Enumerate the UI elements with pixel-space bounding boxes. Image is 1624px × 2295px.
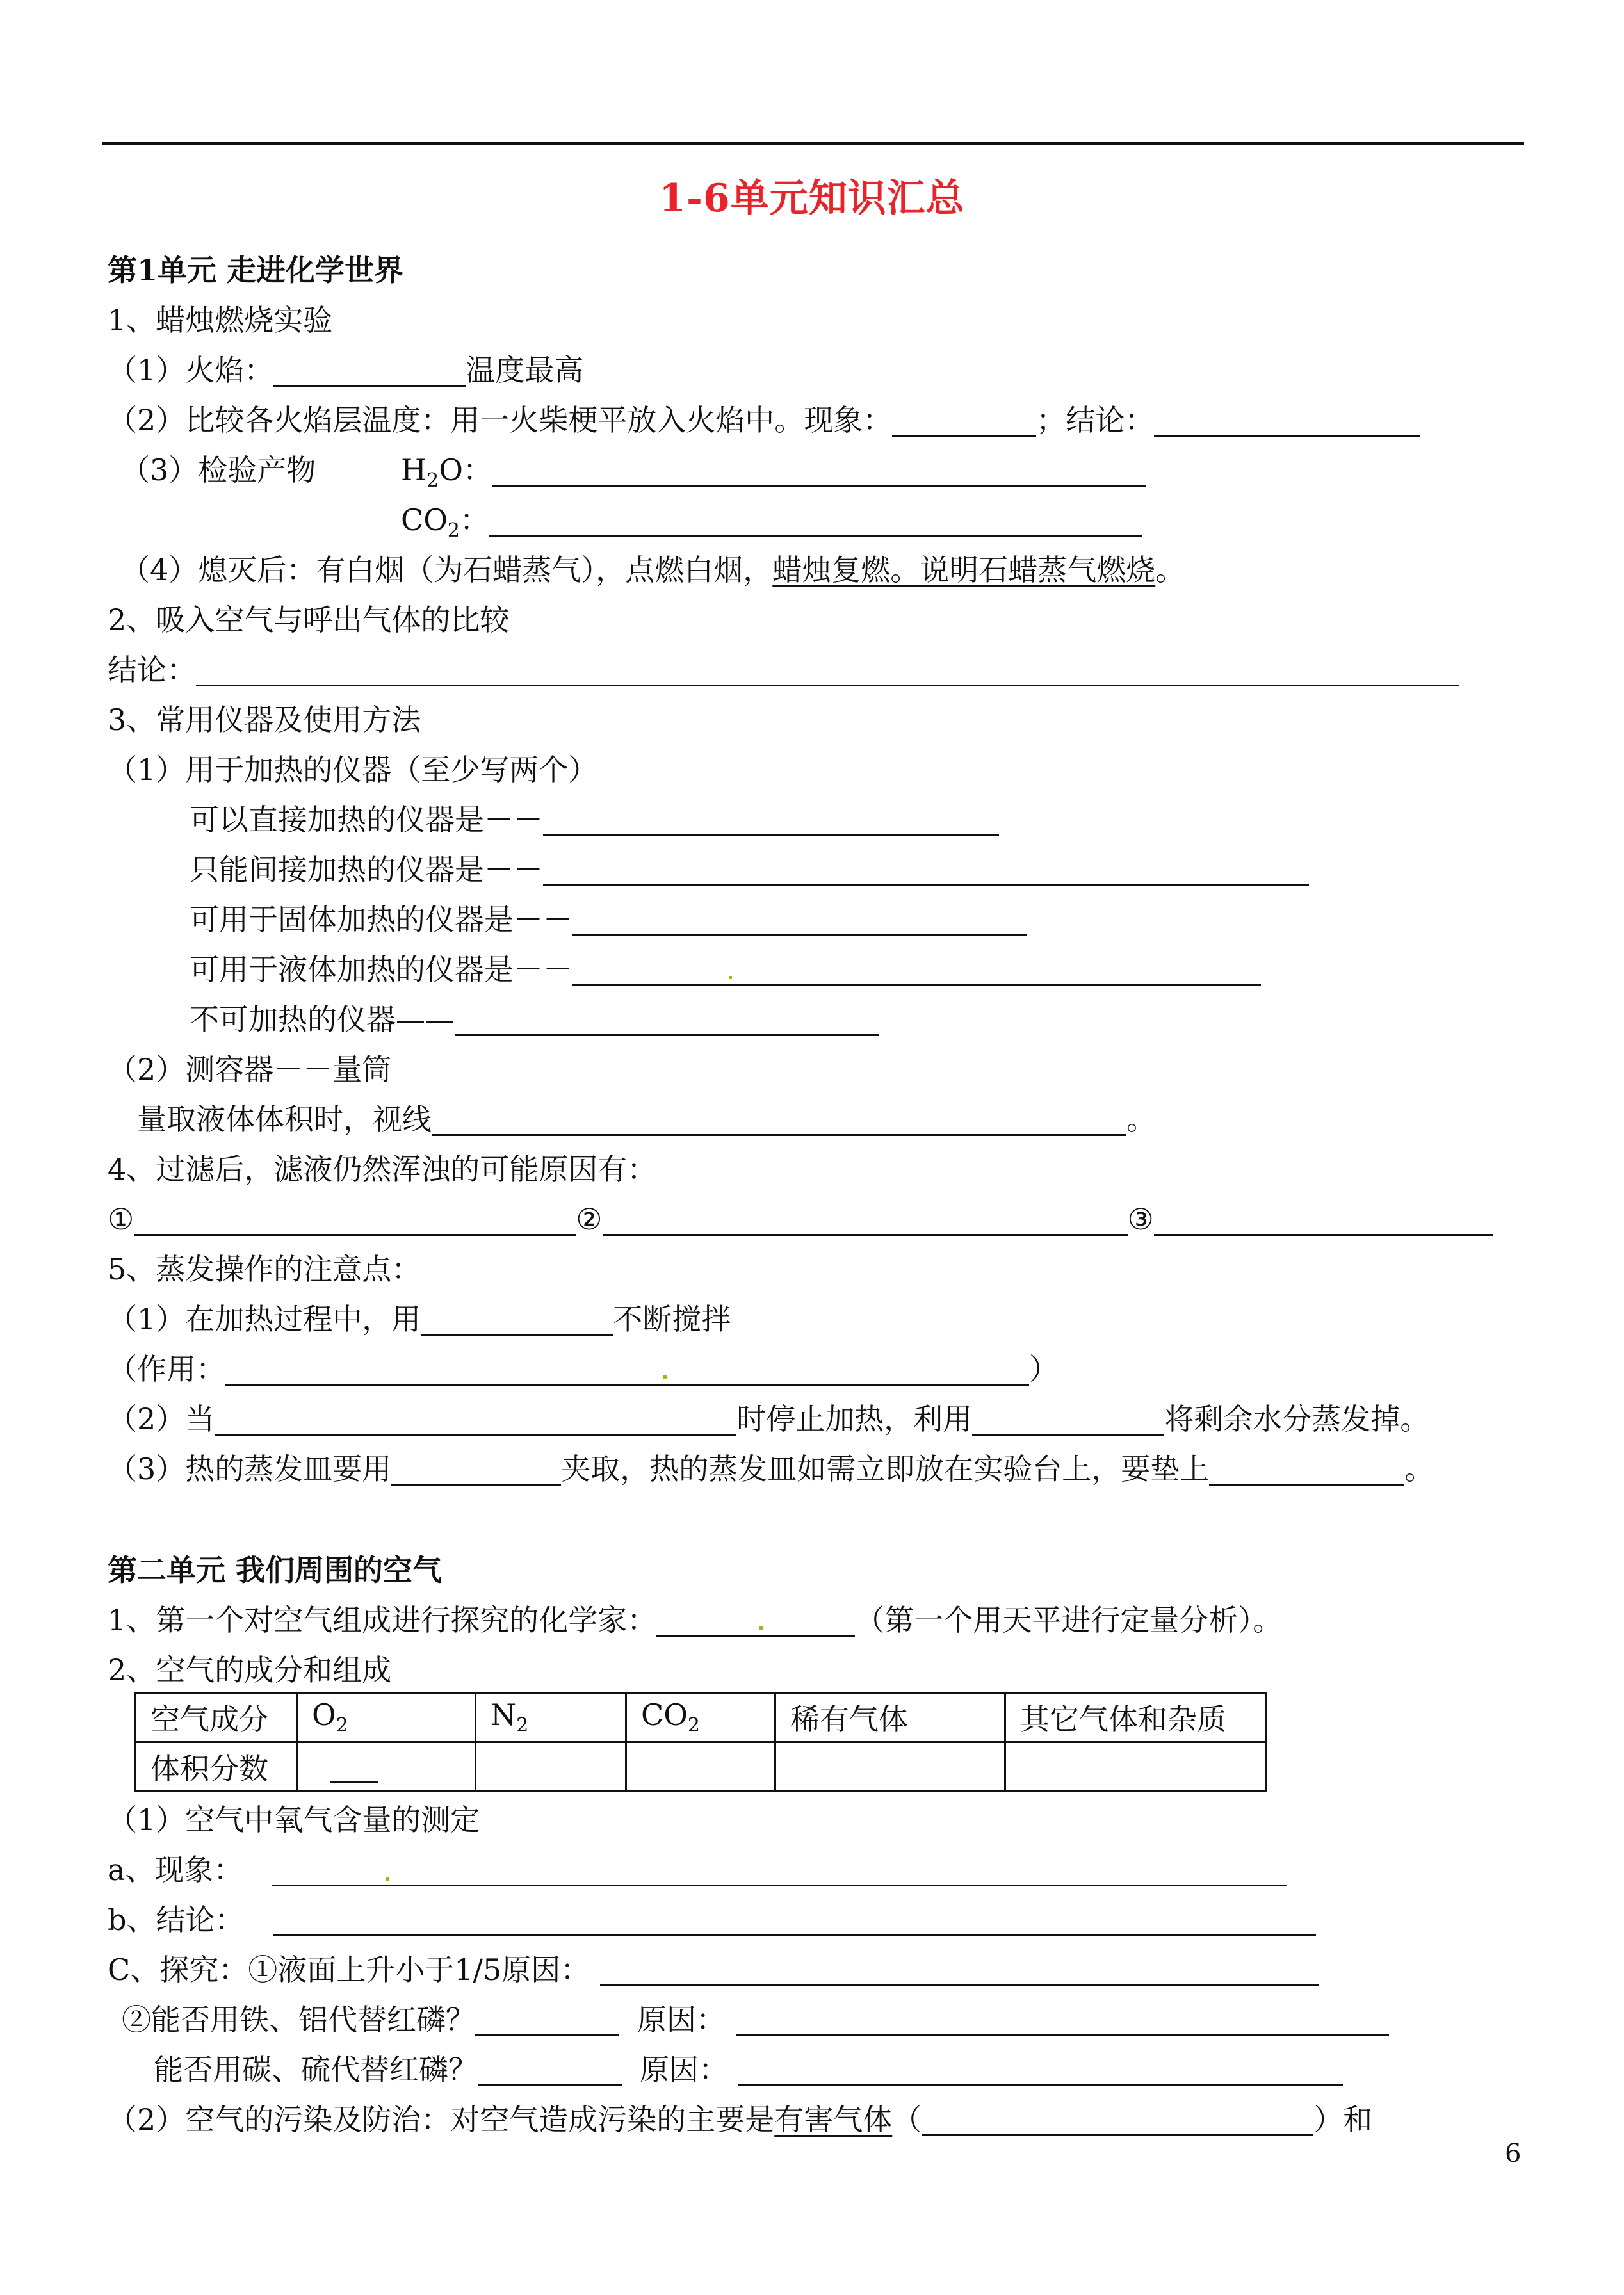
unit1-q4-answers — [108, 1200, 1493, 1238]
unit1-heading: 第1单元 走进化学世界 — [108, 253, 404, 288]
s2-prefix: （2）空气的污染及防治：对空气造成污染的主要是 — [108, 2102, 775, 2137]
unit2-q1 — [108, 1601, 1282, 1639]
o2-sub: 2 — [336, 1714, 348, 1737]
unit1-q1-3: （3）检验产物 — [120, 453, 316, 487]
q5-2-blank-2[interactable] — [972, 1404, 1164, 1436]
b-label: b、结论： — [108, 1902, 245, 1937]
n2-sub: 2 — [516, 1714, 529, 1737]
q5-purpose-prefix: （作用： — [108, 1352, 225, 1386]
q3-1c-blank[interactable] — [572, 905, 1027, 936]
c-blank[interactable] — [600, 1955, 1319, 1986]
q3-1d-label: 可用于液体加热的仪器是－－ — [190, 952, 572, 987]
unit2-heading: 第二单元 我们周围的空气 — [108, 1553, 443, 1587]
q5-3-blank-2[interactable] — [1209, 1454, 1404, 1486]
c2-blank-2[interactable] — [736, 2005, 1389, 2036]
q3-1b-label: 只能间接加热的仪器是－－ — [190, 852, 543, 887]
table-cell-rare-value[interactable] — [775, 1742, 1005, 1792]
unit1-q3-1e — [190, 1000, 879, 1039]
s2-blank[interactable] — [922, 2105, 1313, 2136]
q5-3-suffix: 。 — [1404, 1452, 1434, 1486]
page-title: 1-6单元知识汇总 — [659, 176, 965, 221]
q5-1-blank[interactable] — [421, 1304, 613, 1336]
h2o-label: H — [401, 453, 427, 487]
q1-1-suffix: 温度最高 — [466, 353, 584, 387]
stray-mark — [386, 1877, 389, 1881]
table-cell-n2 — [476, 1693, 626, 1742]
q5-3-prefix: （3）热的蒸发皿要用 — [108, 1452, 392, 1486]
c2-label: ②能否用铁、铝代替红磷？ — [122, 2002, 475, 2037]
table-cell-other-value[interactable] — [1005, 1742, 1266, 1792]
co2-table-label: CO — [641, 1698, 688, 1733]
unit1-q1-4 — [120, 551, 1185, 589]
q3-1e-blank[interactable] — [455, 1005, 879, 1036]
q1-2-mid: ；结论： — [1036, 403, 1155, 437]
q5-1-suffix: 不断搅拌 — [613, 1302, 731, 1336]
co2-tail: ： — [460, 503, 490, 537]
q4-blank-3[interactable] — [1154, 1204, 1493, 1236]
unit2-q2: 2、空气的成分和组成 — [108, 1653, 392, 1687]
chemist-blank[interactable] — [656, 1605, 855, 1637]
unit1-q5-3 — [108, 1450, 1434, 1488]
table-cell-rare-gas: 稀有气体 — [775, 1693, 1005, 1742]
u2-q1-suffix: （第一个用天平进行定量分析）。 — [855, 1603, 1283, 1637]
co2-blank[interactable] — [489, 505, 1142, 537]
unit1-q5-2 — [108, 1400, 1429, 1438]
q4-marker-1: ① — [108, 1202, 134, 1237]
table-cell-other: 其它气体和杂质 — [1005, 1693, 1266, 1742]
unit1-q3-1c — [190, 900, 1027, 939]
table-row — [136, 1742, 1266, 1792]
c2-blank-1[interactable] — [475, 2005, 619, 2036]
page-number: 6 — [1505, 2139, 1522, 2168]
air-composition-table — [134, 1692, 1267, 1792]
o2-value-blank[interactable] — [330, 1752, 378, 1783]
unit1-q5: 5、蒸发操作的注意点： — [108, 1252, 421, 1286]
h2o-tail: O： — [439, 453, 492, 487]
unit1-q3-1a — [190, 800, 999, 839]
c3-blank-1[interactable] — [478, 2055, 622, 2086]
table-cell-n2-value[interactable] — [476, 1742, 626, 1792]
unit2-s1: （1）空气中氧气含量的测定 — [108, 1803, 480, 1837]
q3-1e-label: 不可加热的仪器—— — [190, 1002, 455, 1037]
q5-purpose-suffix: ） — [1029, 1352, 1059, 1386]
unit1-q3-1d — [190, 950, 1261, 989]
q1-1-prefix: （1）火焰： — [108, 353, 274, 387]
table-cell-o2-value[interactable] — [297, 1742, 476, 1792]
unit2-s2 — [108, 2100, 1372, 2139]
phenomenon-blank[interactable] — [892, 405, 1036, 437]
q4-marker-3: ③ — [1127, 1202, 1154, 1237]
unit1-q3-2a — [137, 1100, 1156, 1139]
c2-reason: 原因： — [637, 2002, 726, 2037]
h2o-sub: 2 — [426, 469, 439, 492]
q3-2a-end: 。 — [1126, 1102, 1156, 1137]
table-cell-header: 空气成分 — [136, 1693, 297, 1742]
q3-1a-blank[interactable] — [543, 805, 999, 836]
h2o-blank[interactable] — [492, 455, 1146, 487]
h2o-row — [401, 451, 1146, 500]
q5-3-blank-1[interactable] — [391, 1454, 561, 1486]
co2-label: CO — [401, 503, 448, 537]
a-label: a、现象： — [108, 1853, 243, 1887]
unit1-q1-2 — [108, 401, 1420, 439]
n2-label: N — [491, 1698, 517, 1733]
unit1-q3: 3、常用仪器及使用方法 — [108, 702, 421, 737]
q3-1c-label: 可用于固体加热的仪器是－－ — [190, 902, 572, 937]
stray-mark — [729, 976, 732, 979]
table-cell-o2 — [297, 1693, 476, 1742]
q1-2-prefix: （2）比较各火焰层温度：用一火柴梗平放入火焰中。现象： — [108, 403, 893, 437]
q3-1b-blank[interactable] — [543, 855, 1309, 886]
q3-2a-blank[interactable] — [432, 1105, 1126, 1136]
stray-mark — [759, 1626, 763, 1630]
q5-2-suffix: 将剩余水分蒸发掉。 — [1164, 1402, 1430, 1436]
unit2-b — [108, 1901, 1316, 1939]
top-rule — [102, 142, 1524, 145]
q3-2a-label: 量取液体体积时，视线 — [137, 1102, 432, 1137]
unit1-q1-1 — [108, 351, 583, 389]
table-row — [136, 1693, 1266, 1742]
unit1-q3-2: （2）测容器－－量筒 — [108, 1052, 392, 1087]
a-blank[interactable] — [272, 1855, 1287, 1886]
q5-purpose-blank[interactable] — [225, 1354, 1029, 1386]
stray-mark — [663, 1375, 667, 1379]
c3-blank-2[interactable] — [738, 2055, 1343, 2086]
q4-marker-2: ② — [576, 1202, 603, 1237]
q2-concl-label: 结论： — [108, 653, 196, 687]
conclusion-blank[interactable] — [1154, 405, 1420, 437]
o2-label: O — [312, 1698, 336, 1733]
unit1-q3-1: （1）用于加热的仪器（至少写两个） — [108, 752, 598, 787]
unit2-a — [108, 1851, 1287, 1889]
q5-2-prefix: （2）当 — [108, 1402, 215, 1436]
unit1-q3-1b — [190, 850, 1309, 889]
s2-underlined: 有害气体 — [774, 2102, 893, 2137]
s2-suffix: ）和 — [1313, 2102, 1373, 2137]
unit2-c3 — [154, 2050, 1343, 2089]
s2-paren: （ — [892, 2102, 922, 2137]
q5-3-mid: 夹取，热的蒸发皿如需立即放在实验台上，要垫上 — [561, 1452, 1210, 1486]
table-cell-co2 — [626, 1693, 775, 1742]
table-cell-co2-value[interactable] — [626, 1742, 775, 1792]
u2-q1-prefix: 1、第一个对空气组成进行探究的化学家： — [108, 1603, 657, 1637]
q5-2-mid: 时停止加热，利用 — [736, 1402, 973, 1436]
unit1-q4: 4、过滤后，滤液仍然浑浊的可能原因有： — [108, 1152, 657, 1187]
unit1-q2-conclusion — [108, 651, 1459, 689]
flame-blank[interactable] — [273, 355, 466, 387]
c3-reason: 原因： — [640, 2052, 728, 2087]
q1-4-underlined: 蜡烛复燃。说明石蜡蒸气燃烧 — [772, 553, 1156, 587]
q1-4-suffix: 。 — [1155, 553, 1185, 587]
q5-2-blank-1[interactable] — [215, 1404, 736, 1436]
co2-sub: 2 — [447, 519, 460, 542]
co2-row — [401, 501, 1142, 550]
unit2-c — [108, 1950, 1319, 1989]
q2-concl-blank[interactable] — [196, 655, 1459, 686]
q1-4-prefix: （4）熄灭后：有白烟（为石蜡蒸气），点燃白烟， — [120, 553, 773, 587]
unit1-q5-1 — [108, 1300, 731, 1338]
q3-1d-blank[interactable] — [572, 955, 1261, 986]
unit1-q1: 1、蜡烛燃烧实验 — [108, 303, 333, 337]
c-label: C、探究：①液面上升小于1/5原因： — [108, 1952, 590, 1987]
c3-label: 能否用碳、硫代替红磷？ — [154, 2052, 478, 2087]
q4-blank-1[interactable] — [134, 1204, 576, 1236]
unit1-q2: 2、吸入空气与呼出气体的比较 — [108, 603, 510, 637]
table-cell-volume-label: 体积分数 — [136, 1742, 297, 1792]
q3-1a-label: 可以直接加热的仪器是－－ — [190, 802, 543, 837]
co2-table-sub: 2 — [687, 1714, 701, 1737]
q5-1-prefix: （1）在加热过程中，用 — [108, 1302, 421, 1336]
q4-blank-2[interactable] — [603, 1204, 1128, 1236]
unit2-c2 — [122, 2000, 1389, 2039]
unit1-q5-purpose — [108, 1350, 1059, 1388]
b-blank[interactable] — [273, 1905, 1316, 1936]
